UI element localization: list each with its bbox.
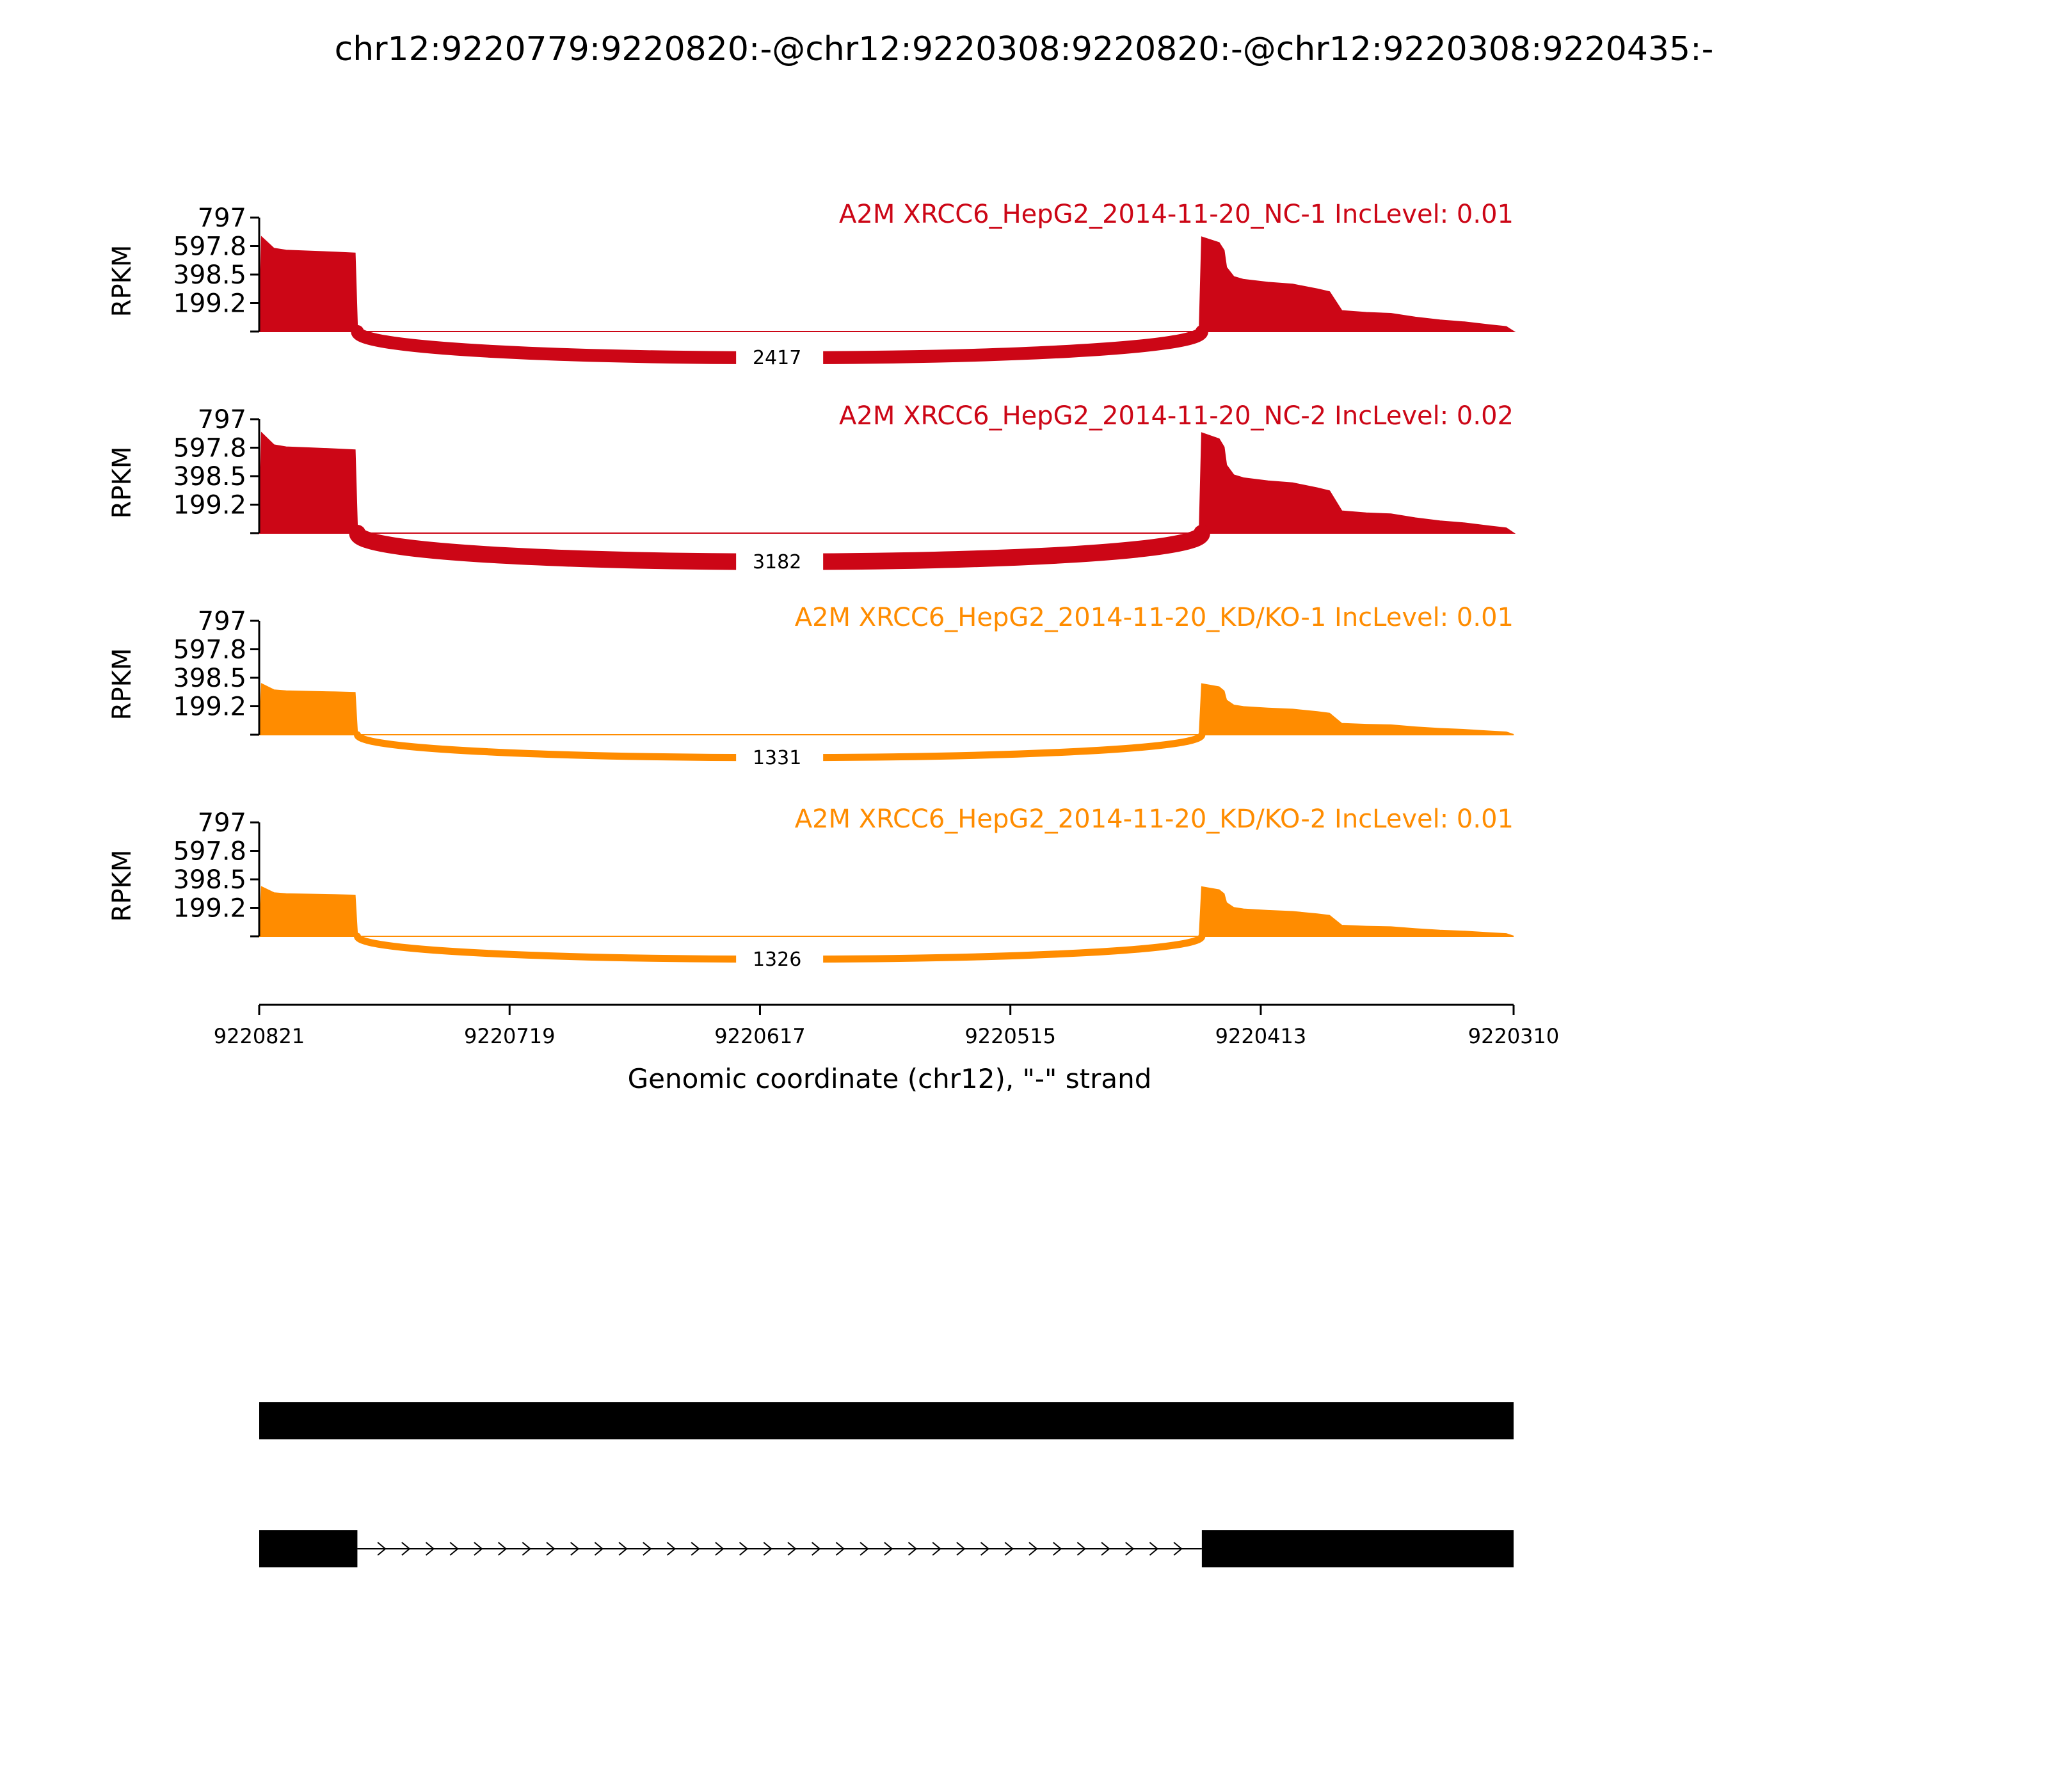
y-tick-label: 597.8 [173, 836, 246, 867]
sample-panel [108, 603, 1514, 771]
x-tick-label: 9220821 [213, 1024, 305, 1048]
y-axis-label: RPKM [108, 648, 137, 721]
y-tick-label: 597.8 [173, 433, 246, 463]
y-axis-label: RPKM [108, 244, 137, 317]
sample-title: A2M XRCC6_HepG2_2014-11-20_KD/KO-2 IncLevel: 0.01 [794, 804, 1514, 834]
gene-model [259, 1402, 1514, 1567]
y-tick-label: 199.2 [173, 893, 246, 924]
sample-title: A2M XRCC6_HepG2_2014-11-20_NC-2 IncLevel: 0.02 [839, 401, 1514, 431]
x-tick-label: 9220310 [1468, 1024, 1560, 1048]
sample-panel [108, 401, 1514, 575]
y-tick-label: 797 [197, 204, 246, 233]
y-tick-label: 398.5 [173, 260, 246, 290]
coverage-area [259, 237, 1514, 332]
exon-block [259, 1402, 1514, 1439]
coverage-area [259, 433, 1514, 533]
y-axis-label: RPKM [108, 446, 137, 519]
x-axis [214, 1005, 1560, 1048]
junction-count: 1326 [752, 948, 802, 971]
sample-panel [108, 804, 1514, 972]
y-tick-label: 199.2 [173, 692, 246, 722]
y-axis-label: RPKM [108, 849, 137, 922]
x-tick-label: 9220515 [964, 1024, 1056, 1048]
y-tick-label: 398.5 [173, 865, 246, 895]
x-axis-label: Genomic coordinate (chr12), "-" strand [627, 1063, 1152, 1094]
y-tick-label: 398.5 [173, 462, 246, 492]
y-tick-label: 199.2 [173, 289, 246, 319]
y-tick-label: 797 [197, 607, 246, 636]
junction-count: 1331 [752, 746, 802, 769]
coverage-area [259, 887, 1514, 936]
junction-count: 3182 [752, 550, 802, 573]
y-tick-label: 797 [197, 405, 246, 435]
y-tick-label: 597.8 [173, 232, 246, 262]
exon-block [259, 1530, 357, 1567]
x-tick-label: 9220617 [714, 1024, 806, 1048]
y-tick-label: 398.5 [173, 664, 246, 693]
chart-title: chr12:9220779:9220820:-@chr12:9220308:9220820:-@chr12:9220308:9220435:- [334, 30, 1714, 68]
exon-block [1202, 1530, 1514, 1567]
y-tick-label: 797 [197, 808, 246, 838]
sample-title: A2M XRCC6_HepG2_2014-11-20_KD/KO-1 IncLevel: 0.01 [794, 603, 1514, 632]
y-tick-label: 597.8 [173, 635, 246, 665]
sample-panel [108, 200, 1514, 371]
transcript [259, 1530, 1514, 1567]
sample-title: A2M XRCC6_HepG2_2014-11-20_NC-1 IncLevel: 0.01 [839, 200, 1514, 229]
transcript [259, 1402, 1514, 1439]
junction-count: 2417 [752, 347, 802, 370]
sample-panels [108, 200, 1514, 972]
x-tick-label: 9220719 [463, 1024, 556, 1048]
coverage-area [259, 684, 1514, 735]
x-tick-label: 9220413 [1215, 1024, 1307, 1048]
y-tick-label: 199.2 [173, 490, 246, 520]
